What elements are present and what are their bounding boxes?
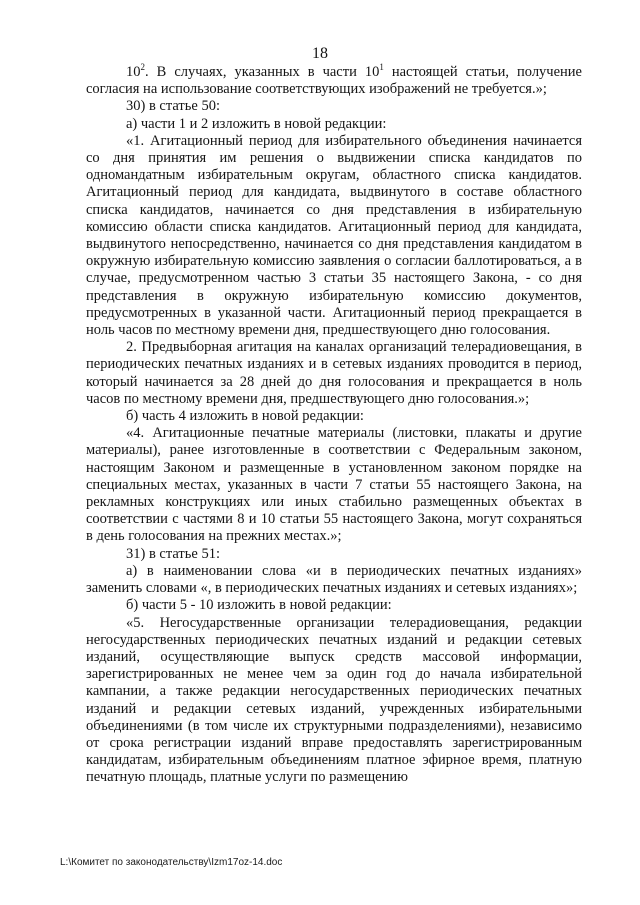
paragraph-10-2 bbox=[86, 64, 582, 98]
paragraph: б) части 5 - 10 изложить в новой редакции: bbox=[126, 597, 392, 614]
paragraph: 2. Предвыборная агитация на каналах организаций телерадиовещания, в периодических печатных изданиях и в сетевых изданиях проводится в период, который начинается за 28 дней до дня голосования и прекращается в ноль часов по местному времени дня, предшествующего дню голосования.»; bbox=[86, 339, 582, 407]
paragraph: а) части 1 и 2 изложить в новой редакции: bbox=[126, 115, 387, 132]
paragraph-text: . В случаях, указанных в части 10 bbox=[145, 64, 380, 80]
paragraph: «1. Агитационный период для избирательного объединения начинается со дня принятия им решения о выдвижении списка кандидатов по одномандатным избирательным округам, областного списка кандидатов. Агитационный период для кандидата, выдвинутого в составе областного списка кандидатов, начинается со дня представления в избирательную комиссию области списка кандидатов. Агитационный период для кандидата, выдвинутого непосредственно, начинается со дня представления кандидатом в окружную избирательную комиссию заявления о согласии баллотироваться, а в случае, предусмотренном частью 3 статьи 35 настоящего Закона, - со дня представления в окружную избирательную комиссию документов, предусмотренных в указанной части. Агитационный период прекращается в ноль часов по местному времени дня, предшествующего дню голосования. bbox=[86, 132, 582, 339]
page-number: 18 bbox=[312, 45, 328, 62]
document-body bbox=[86, 64, 582, 787]
paragraph: а) в наименовании слова «и в периодических печатных изданиях» заменить словами «, в периодических печатных изданиях и сетевых изданиях»; bbox=[86, 562, 582, 597]
paragraph-text: настоящей статьи, получение согласия на использование соответствующих изображений не требуется.»; bbox=[86, 64, 582, 98]
paragraph: 31) в статье 51: bbox=[126, 545, 220, 562]
footer-file-path: L:\Комитет по законодательству\Izm17oz-14.doc bbox=[60, 857, 283, 868]
superscript: 2 bbox=[140, 62, 145, 73]
paragraph: «4. Агитационные печатные материалы (листовки, плакаты и другие материалы), ранее изготовленные в соответствии с Федеральным законом, настоящим Законом и размещенные в установленном законом порядке на специальных местах, указанных в части 7 статьи 55 настоящего Закона, на рекламных конструкциях или иных стабильно размещенных объектах в соответствии с частями 8 и 10 статьи 55 настоящего Закона, могут сохраняться в день голосования на прежних местах.»; bbox=[86, 425, 582, 545]
paragraph: 30) в статье 50: bbox=[126, 98, 220, 115]
superscript: 1 bbox=[379, 62, 384, 73]
item-number: 10 bbox=[126, 64, 141, 80]
paragraph: «5. Негосударственные организации телерадиовещания, редакции негосударственных периодических печатных изданий и редакции сетевых изданий, осуществляющие выпуск средств массовой информации, зарегистрированных не менее чем за один год до начала избирательной кампании, а также редакции негосударственных периодических печатных изданий и редакции сетевых изданий, учрежденных избирательными объединениями (в том числе их структурными подразделениями), независимо от срока регистрации изданий вправе предоставлять зарегистрированным кандидатам, избирательным объединениям платное эфирное время, платную печатную площадь, платные услуги по размещению bbox=[86, 614, 582, 786]
paragraph: б) часть 4 изложить в новой редакции: bbox=[126, 408, 364, 425]
